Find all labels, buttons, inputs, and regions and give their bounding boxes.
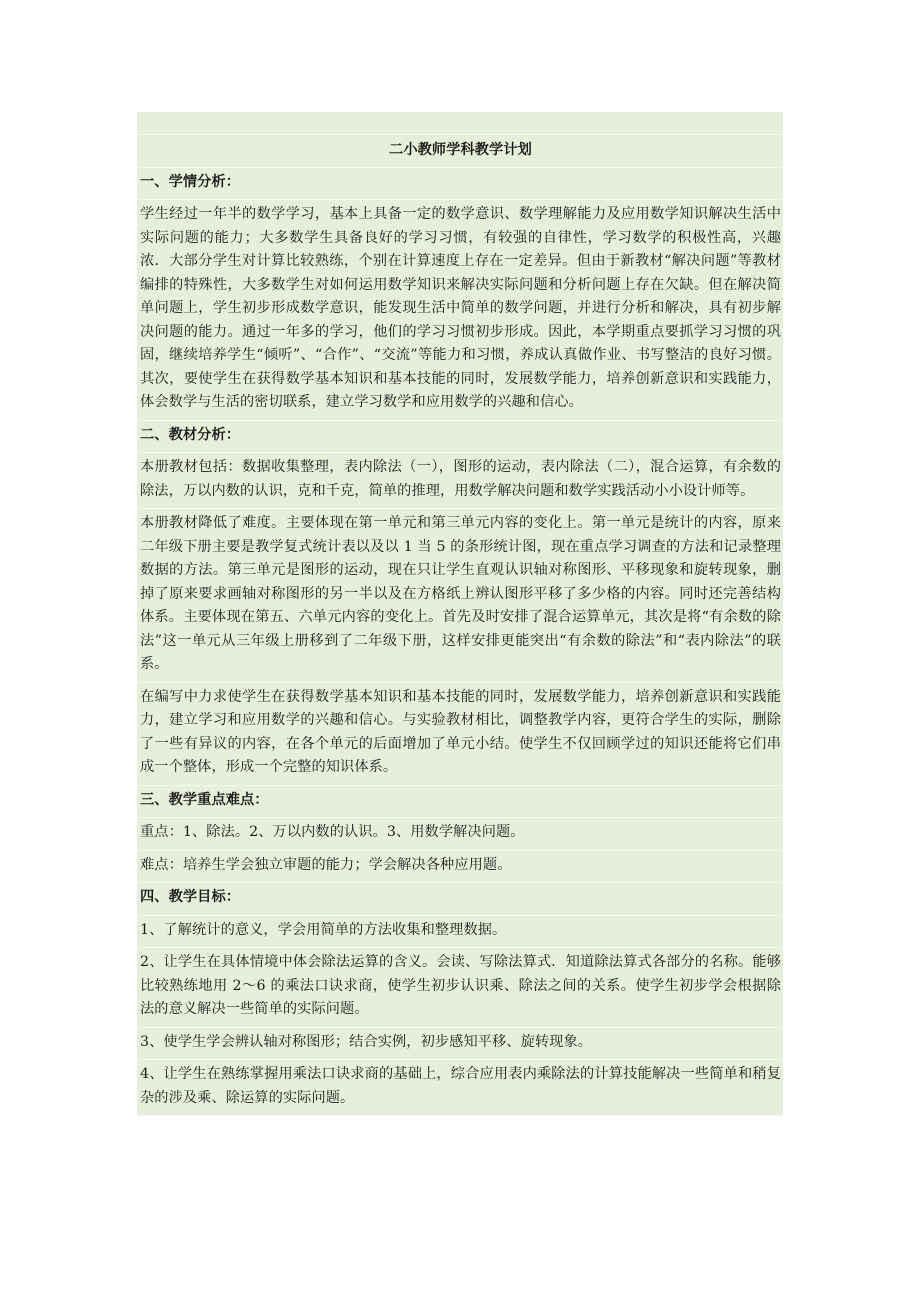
section-heading-textbook-analysis: 二、教材分析： [137, 421, 783, 454]
section-heading-learning-analysis: 一、学情分析： [137, 168, 783, 201]
teaching-goal-4: 4、让学生在熟练掌握用乘法口诀求商的基础上，综合应用表内乘除法的计算技能解决一些简单和稍复杂的涉及乘、除运算的实际问题。 [137, 1060, 783, 1116]
textbook-analysis-paragraph-2: 本册教材降低了难度。主要体现在第一单元和第三单元内容的变化上。第一单元是统计的内容，原来二年级下册主要是教学复式统计表以及以 1 当 5 的条形统计图，现在重点学习调查的方法和记录整理数据的方法。第三单元是图形的运动，现在只让学生直观认识轴对称图形、平移现象和旋转现象，删掉了原来要求画轴对称图形的另一半以及在方格纸上辨认图形平移了多少格的内容。同时还完善结构体系。主要体现在第五、六单元内容的变化上。首先及时安排了混合运算单元，其次是将“有余数的除法”这一单元从三年级上册移到了二年级下册，这样安排更能突出“有余数的除法”和“表内除法”的联系。 [137, 509, 783, 683]
learning-analysis-paragraph: 学生经过一年半的数学学习，基本上具备一定的数学意识、数学理解能力及应用数学知识解决生活中实际问题的能力；大多数学生具备良好的学习习惯，有较强的自律性，学习数学的积极性高，兴趣浓．大部分学生对计算比较熟练，个别在计算速度上存在一定差异。但由于新教材“解决问题”等教材编排的特殊性，大多数学生对如何运用数学知识来解决实际问题和分析问题上存在欠缺。但在解决简单问题上，学生初步形成数学意识，能发现生活中简单的数学问题，并进行分析和解决，具有初步解决问题的能力。通过一年多的学习，他们的学习习惯初步形成。因此，本学期重点要抓学习习惯的巩固，继续培养学生“倾听”、“合作”、“交流”等能力和习惯，养成认真做作业、书写整洁的良好习惯。其次，要使学生在获得数学基本知识和基本技能的同时，发展数学能力，培养创新意识和实践能力，体会数学与生活的密切联系，建立学习数学和应用数学的兴趣和信心。 [137, 200, 783, 421]
section-heading-key-points: 三、教学重点难点： [137, 786, 783, 819]
difficult-points-paragraph: 难点：培养生学会独立审题的能力；学会解决各种应用题。 [137, 851, 783, 884]
textbook-analysis-paragraph-1: 本册教材包括：数据收集整理，表内除法（一），图形的运动，表内除法（二），混合运算，有余数的除法，万以内数的认识，克和千克，简单的推理，用数学解决问题和数学实践活动小小设计师等。 [137, 453, 783, 509]
key-points-paragraph: 重点：1、除法。2、万以内数的认识。3、用数学解决问题。 [137, 818, 783, 851]
teaching-goal-2: 2、让学生在具体情境中体会除法运算的含义。会读、写除法算式．知道除法算式各部分的名称。能够比较熟练地用 2～6 的乘法口诀求商，使学生初步认识乘、除法之间的关系。使学生初步学会根据除法的意义解决一些简单的实际问题。 [137, 948, 783, 1028]
textbook-analysis-paragraph-3: 在编写中力求使学生在获得数学基本知识和基本技能的同时，发展数学能力，培养创新意识和实践能力，建立学习和应用数学的兴趣和信心。与实验教材相比，调整教学内容，更符合学生的实际，删除了一些有异议的内容，在各个单元的后面增加了单元小结。使学生不仅回顾学过的知识还能将它们串成一个整体，形成一个完整的知识体系。 [137, 683, 783, 786]
top-empty-row [137, 112, 783, 135]
teaching-goal-1: 1、了解统计的意义，学会用简单的方法收集和整理数据。 [137, 916, 783, 949]
document-table [137, 112, 783, 1116]
section-heading-teaching-goals: 四、教学目标： [137, 883, 783, 916]
teaching-goal-3: 3、使学生学会辨认轴对称图形；结合实例，初步感知平移、旋转现象。 [137, 1028, 783, 1061]
document-title: 二小教师学科教学计划 [137, 135, 783, 168]
